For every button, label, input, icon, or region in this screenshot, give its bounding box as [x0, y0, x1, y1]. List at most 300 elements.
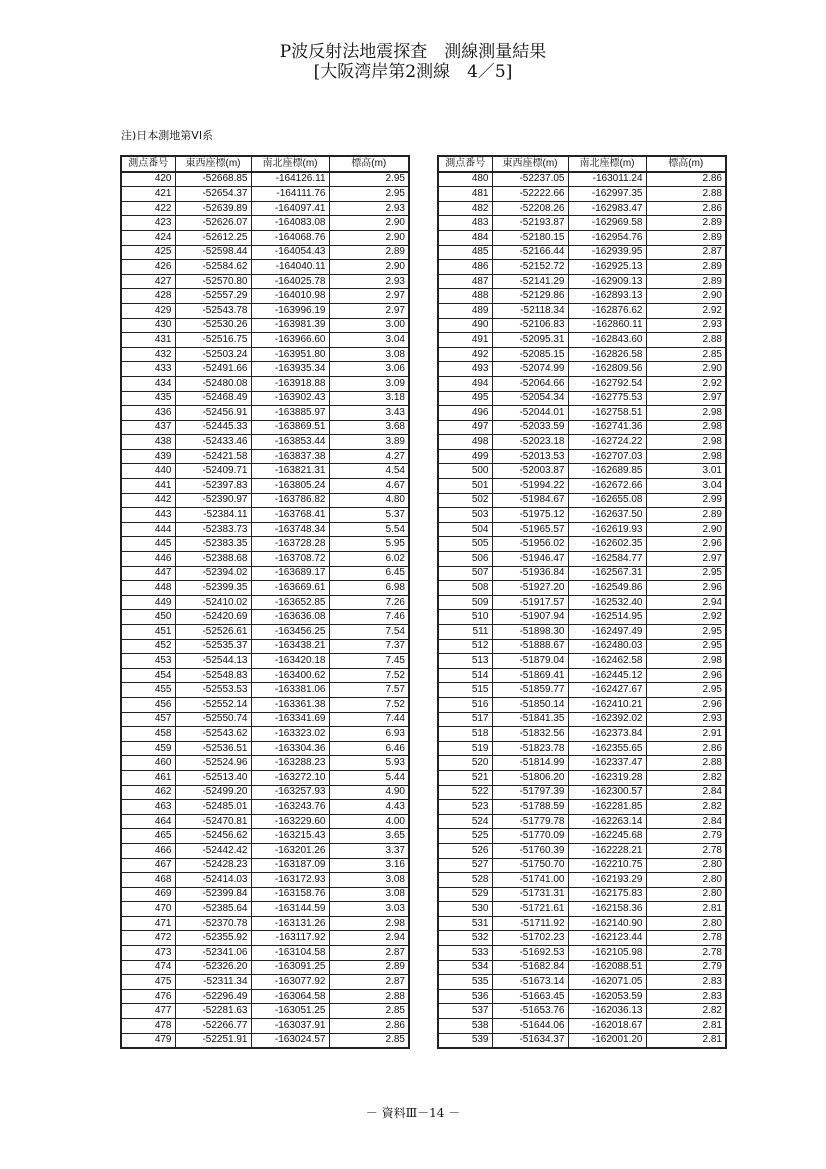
northing-cell: -162689.85: [568, 464, 646, 479]
elevation-cell: 5.95: [329, 537, 409, 552]
table-row: [438, 595, 726, 610]
northing-cell: -163669.61: [251, 581, 329, 596]
northing-cell: -162427.67: [568, 683, 646, 698]
table-row: [121, 522, 409, 537]
station-number-cell: 533: [438, 946, 492, 961]
northing-cell: -163051.25: [251, 1004, 329, 1019]
elevation-cell: 3.08: [329, 873, 409, 888]
northing-cell: -163400.62: [251, 668, 329, 683]
easting-cell: -52445.33: [175, 420, 251, 435]
station-number-cell: 421: [121, 187, 175, 202]
table-row: [438, 479, 726, 494]
station-number-cell: 537: [438, 1004, 492, 1019]
easting-cell: -52085.15: [492, 347, 568, 362]
elevation-cell: 3.16: [329, 858, 409, 873]
table-row: [121, 873, 409, 888]
elevation-cell: 2.80: [646, 916, 726, 931]
station-number-cell: 505: [438, 537, 492, 552]
northing-cell: -162758.51: [568, 406, 646, 421]
easting-cell: -52208.26: [492, 201, 568, 216]
station-number-cell: 519: [438, 741, 492, 756]
easting-cell: -51869.41: [492, 668, 568, 683]
northing-cell: -162893.13: [568, 289, 646, 304]
elevation-cell: 7.54: [329, 625, 409, 640]
elevation-cell: 2.93: [646, 318, 726, 333]
station-number-cell: 497: [438, 420, 492, 435]
station-number-cell: 471: [121, 916, 175, 931]
table-row: [438, 697, 726, 712]
northing-cell: -163037.91: [251, 1019, 329, 1034]
easting-cell: -51788.59: [492, 800, 568, 815]
station-number-cell: 435: [121, 391, 175, 406]
northing-cell: -163077.92: [251, 975, 329, 990]
northing-cell: -163172.93: [251, 873, 329, 888]
northing-cell: -162655.08: [568, 493, 646, 508]
northing-cell: -163341.69: [251, 712, 329, 727]
elevation-cell: 3.08: [329, 347, 409, 362]
northing-cell: -162480.03: [568, 639, 646, 654]
table-row: [121, 289, 409, 304]
northing-cell: -162228.21: [568, 843, 646, 858]
table-row: [438, 449, 726, 464]
easting-cell: -52626.07: [175, 216, 251, 231]
easting-cell: -52129.86: [492, 289, 568, 304]
elevation-cell: 2.79: [646, 960, 726, 975]
table-row: [438, 230, 726, 245]
table-row: [438, 464, 726, 479]
northing-cell: -162001.20: [568, 1033, 646, 1048]
station-number-cell: 430: [121, 318, 175, 333]
table-row: [121, 435, 409, 450]
col-header-station: 測点番号: [438, 156, 492, 172]
station-number-cell: 427: [121, 274, 175, 289]
northing-cell: -162123.44: [568, 931, 646, 946]
elevation-cell: 7.46: [329, 610, 409, 625]
station-number-cell: 449: [121, 595, 175, 610]
elevation-cell: 2.81: [646, 1033, 726, 1048]
elevation-cell: 2.78: [646, 946, 726, 961]
station-number-cell: 524: [438, 814, 492, 829]
table-row: [438, 216, 726, 231]
elevation-cell: 7.52: [329, 668, 409, 683]
easting-cell: -52193.87: [492, 216, 568, 231]
station-number-cell: 460: [121, 756, 175, 771]
station-number-cell: 474: [121, 960, 175, 975]
easting-cell: -51692.53: [492, 946, 568, 961]
easting-cell: -51731.31: [492, 887, 568, 902]
table-row: [121, 916, 409, 931]
elevation-cell: 7.45: [329, 654, 409, 669]
station-number-cell: 456: [121, 697, 175, 712]
elevation-cell: 2.80: [646, 873, 726, 888]
col-header-elevation: 標高(m): [329, 156, 409, 172]
station-number-cell: 450: [121, 610, 175, 625]
station-number-cell: 444: [121, 522, 175, 537]
table-row: [438, 931, 726, 946]
northing-cell: -163768.41: [251, 508, 329, 523]
station-number-cell: 457: [121, 712, 175, 727]
table-row: [438, 814, 726, 829]
table-row: [121, 216, 409, 231]
elevation-cell: 2.82: [646, 1004, 726, 1019]
station-number-cell: 523: [438, 800, 492, 815]
station-number-cell: 527: [438, 858, 492, 873]
station-number-cell: 432: [121, 347, 175, 362]
elevation-cell: 2.86: [329, 1019, 409, 1034]
table-row: [438, 741, 726, 756]
station-number-cell: 510: [438, 610, 492, 625]
station-number-cell: 485: [438, 245, 492, 260]
table-row: [121, 683, 409, 698]
elevation-cell: 2.81: [646, 1019, 726, 1034]
elevation-cell: 2.99: [646, 493, 726, 508]
elevation-cell: 2.80: [646, 858, 726, 873]
northing-cell: -162018.67: [568, 1019, 646, 1034]
northing-cell: -162105.98: [568, 946, 646, 961]
elevation-cell: 2.93: [646, 712, 726, 727]
station-number-cell: 455: [121, 683, 175, 698]
elevation-cell: 2.89: [329, 245, 409, 260]
table-row: [121, 946, 409, 961]
table-row: [121, 493, 409, 508]
station-number-cell: 438: [121, 435, 175, 450]
table-row: [438, 347, 726, 362]
table-row: [121, 1019, 409, 1034]
table-header-row: [121, 156, 409, 172]
table-row: [121, 420, 409, 435]
table-row: [121, 858, 409, 873]
easting-cell: -52612.25: [175, 230, 251, 245]
easting-cell: -51653.76: [492, 1004, 568, 1019]
northing-cell: -163708.72: [251, 552, 329, 567]
station-number-cell: 501: [438, 479, 492, 494]
elevation-cell: 2.96: [646, 668, 726, 683]
elevation-cell: 2.86: [646, 741, 726, 756]
table-row: [121, 362, 409, 377]
table-row: [121, 989, 409, 1004]
station-number-cell: 475: [121, 975, 175, 990]
table-row: [438, 1019, 726, 1034]
station-number-cell: 521: [438, 770, 492, 785]
northing-cell: -162281.85: [568, 800, 646, 815]
table-row: [438, 727, 726, 742]
elevation-cell: 3.00: [329, 318, 409, 333]
station-number-cell: 459: [121, 741, 175, 756]
northing-cell: -162997.35: [568, 187, 646, 202]
easting-cell: -52388.68: [175, 552, 251, 567]
easting-cell: -51859.77: [492, 683, 568, 698]
easting-cell: -52480.08: [175, 376, 251, 391]
table-row: [121, 727, 409, 742]
elevation-cell: 2.86: [646, 172, 726, 187]
northing-cell: -162392.02: [568, 712, 646, 727]
easting-cell: -52524.96: [175, 756, 251, 771]
table-row: [438, 289, 726, 304]
elevation-cell: 2.87: [646, 245, 726, 260]
table-row: [438, 420, 726, 435]
table-row: [438, 887, 726, 902]
station-number-cell: 536: [438, 989, 492, 1004]
easting-cell: -52003.87: [492, 464, 568, 479]
northing-cell: -163869.51: [251, 420, 329, 435]
easting-cell: -52526.61: [175, 625, 251, 640]
easting-cell: -52397.83: [175, 479, 251, 494]
station-number-cell: 509: [438, 595, 492, 610]
elevation-cell: 2.89: [329, 960, 409, 975]
northing-cell: -164025.78: [251, 274, 329, 289]
northing-cell: -162741.36: [568, 420, 646, 435]
northing-cell: -162140.90: [568, 916, 646, 931]
northing-cell: -162337.47: [568, 756, 646, 771]
table-row: [438, 1004, 726, 1019]
northing-cell: -162210.75: [568, 858, 646, 873]
table-row: [438, 654, 726, 669]
easting-cell: -52536.51: [175, 741, 251, 756]
easting-cell: -51797.39: [492, 785, 568, 800]
elevation-cell: 2.95: [329, 172, 409, 187]
easting-cell: -52548.83: [175, 668, 251, 683]
northing-cell: -163636.08: [251, 610, 329, 625]
table-row: [121, 274, 409, 289]
northing-cell: -162445.12: [568, 668, 646, 683]
easting-cell: -52064.66: [492, 376, 568, 391]
northing-cell: -162175.83: [568, 887, 646, 902]
table-row: [438, 537, 726, 552]
table-row: [121, 464, 409, 479]
northing-cell: -162775.53: [568, 391, 646, 406]
station-number-cell: 526: [438, 843, 492, 858]
elevation-cell: 2.88: [646, 187, 726, 202]
station-number-cell: 469: [121, 887, 175, 902]
station-number-cell: 495: [438, 391, 492, 406]
elevation-cell: 2.97: [646, 552, 726, 567]
easting-cell: -51779.78: [492, 814, 568, 829]
elevation-cell: 2.90: [646, 289, 726, 304]
easting-cell: -52251.91: [175, 1033, 251, 1048]
elevation-cell: 2.87: [329, 975, 409, 990]
easting-cell: -52535.37: [175, 639, 251, 654]
page-subtitle: [大阪湾岸第2測線 4／5]: [313, 62, 513, 82]
elevation-cell: 2.96: [646, 581, 726, 596]
easting-cell: -52399.84: [175, 887, 251, 902]
northing-cell: -162983.47: [568, 201, 646, 216]
station-number-cell: 425: [121, 245, 175, 260]
station-number-cell: 491: [438, 333, 492, 348]
northing-cell: -163748.34: [251, 522, 329, 537]
northing-cell: -163091.25: [251, 960, 329, 975]
northing-cell: -163243.76: [251, 800, 329, 815]
elevation-cell: 2.78: [646, 931, 726, 946]
elevation-cell: 2.98: [646, 449, 726, 464]
northing-cell: -162462.58: [568, 654, 646, 669]
northing-cell: -163805.24: [251, 479, 329, 494]
table-row: [438, 566, 726, 581]
elevation-cell: 2.84: [646, 814, 726, 829]
easting-cell: -51806.20: [492, 770, 568, 785]
easting-cell: -52668.85: [175, 172, 251, 187]
easting-cell: -51770.09: [492, 829, 568, 844]
table-row: [438, 362, 726, 377]
table-row: [438, 625, 726, 640]
easting-cell: -51888.67: [492, 639, 568, 654]
station-number-cell: 513: [438, 654, 492, 669]
table-row: [438, 318, 726, 333]
table-row: [438, 260, 726, 275]
easting-cell: -52557.29: [175, 289, 251, 304]
northing-cell: -163201.26: [251, 843, 329, 858]
northing-cell: -162969.58: [568, 216, 646, 231]
northing-cell: -162300.57: [568, 785, 646, 800]
station-number-cell: 433: [121, 362, 175, 377]
table-row: [438, 303, 726, 318]
easting-cell: -51965.57: [492, 522, 568, 537]
station-number-cell: 470: [121, 902, 175, 917]
northing-cell: -162637.50: [568, 508, 646, 523]
elevation-cell: 3.06: [329, 362, 409, 377]
elevation-cell: 4.27: [329, 449, 409, 464]
easting-cell: -52543.62: [175, 727, 251, 742]
easting-cell: -52433.46: [175, 435, 251, 450]
table-row: [121, 406, 409, 421]
easting-cell: -52456.62: [175, 829, 251, 844]
table-row: [121, 347, 409, 362]
easting-cell: -52499.20: [175, 785, 251, 800]
northing-cell: -162319.28: [568, 770, 646, 785]
col-header-northing: 南北座標(m): [251, 156, 329, 172]
easting-cell: -51984.67: [492, 493, 568, 508]
easting-cell: -52503.24: [175, 347, 251, 362]
table-row: [121, 770, 409, 785]
elevation-cell: 2.83: [646, 975, 726, 990]
station-number-cell: 522: [438, 785, 492, 800]
northing-cell: -163786.82: [251, 493, 329, 508]
northing-cell: -163011.24: [568, 172, 646, 187]
elevation-cell: 2.90: [329, 216, 409, 231]
northing-cell: -162876.62: [568, 303, 646, 318]
station-number-cell: 511: [438, 625, 492, 640]
easting-cell: -52390.97: [175, 493, 251, 508]
northing-cell: -163304.36: [251, 741, 329, 756]
easting-cell: -51927.20: [492, 581, 568, 596]
table-row: [121, 902, 409, 917]
table-row: [438, 187, 726, 202]
table-row: [438, 201, 726, 216]
station-number-cell: 473: [121, 946, 175, 961]
station-number-cell: 442: [121, 493, 175, 508]
easting-cell: -52141.29: [492, 274, 568, 289]
table-row: [438, 493, 726, 508]
station-number-cell: 486: [438, 260, 492, 275]
table-row: [121, 201, 409, 216]
easting-cell: -52513.40: [175, 770, 251, 785]
table-row: [121, 303, 409, 318]
elevation-cell: 7.26: [329, 595, 409, 610]
station-number-cell: 532: [438, 931, 492, 946]
easting-cell: -52420.69: [175, 610, 251, 625]
table-row: [438, 522, 726, 537]
northing-cell: -163902.43: [251, 391, 329, 406]
easting-cell: -52326.20: [175, 960, 251, 975]
station-number-cell: 451: [121, 625, 175, 640]
station-number-cell: 437: [121, 420, 175, 435]
table-row: [438, 770, 726, 785]
northing-cell: -162263.14: [568, 814, 646, 829]
elevation-cell: 4.00: [329, 814, 409, 829]
elevation-cell: 3.04: [646, 479, 726, 494]
elevation-cell: 3.03: [329, 902, 409, 917]
elevation-cell: 2.98: [646, 435, 726, 450]
elevation-cell: 2.95: [646, 683, 726, 698]
northing-cell: -162707.03: [568, 449, 646, 464]
elevation-cell: 2.80: [646, 887, 726, 902]
northing-cell: -163288.23: [251, 756, 329, 771]
station-number-cell: 529: [438, 887, 492, 902]
easting-cell: -52570.80: [175, 274, 251, 289]
northing-cell: -162071.05: [568, 975, 646, 990]
elevation-cell: 2.89: [646, 274, 726, 289]
northing-cell: -162410.21: [568, 697, 646, 712]
northing-cell: -162826.58: [568, 347, 646, 362]
elevation-cell: 2.97: [646, 391, 726, 406]
northing-cell: -163885.97: [251, 406, 329, 421]
easting-cell: -52033.59: [492, 420, 568, 435]
elevation-cell: 2.88: [646, 756, 726, 771]
elevation-cell: 2.88: [329, 989, 409, 1004]
table-row: [121, 960, 409, 975]
elevation-cell: 2.88: [646, 333, 726, 348]
northing-cell: -162514.95: [568, 610, 646, 625]
station-number-cell: 492: [438, 347, 492, 362]
easting-cell: -52470.81: [175, 814, 251, 829]
northing-cell: -162373.84: [568, 727, 646, 742]
easting-cell: -52044.01: [492, 406, 568, 421]
northing-cell: -163158.76: [251, 887, 329, 902]
station-number-cell: 453: [121, 654, 175, 669]
table-row: [438, 552, 726, 567]
table-row: [121, 1004, 409, 1019]
page-title: P波反射法地震探査 測線測量結果: [279, 42, 547, 62]
elevation-cell: 2.98: [646, 420, 726, 435]
table-row: [438, 975, 726, 990]
table-row: [121, 741, 409, 756]
table-row: [438, 916, 726, 931]
easting-cell: -51956.02: [492, 537, 568, 552]
table-row: [121, 800, 409, 815]
elevation-cell: 2.92: [646, 610, 726, 625]
station-number-cell: 454: [121, 668, 175, 683]
station-number-cell: 467: [121, 858, 175, 873]
elevation-cell: 2.92: [646, 376, 726, 391]
station-number-cell: 490: [438, 318, 492, 333]
elevation-cell: 3.65: [329, 829, 409, 844]
northing-cell: -162843.60: [568, 333, 646, 348]
elevation-cell: 3.43: [329, 406, 409, 421]
easting-cell: -52421.58: [175, 449, 251, 464]
table-row: [121, 245, 409, 260]
elevation-cell: 2.89: [646, 216, 726, 231]
northing-cell: -162584.77: [568, 552, 646, 567]
station-number-cell: 461: [121, 770, 175, 785]
northing-cell: -163323.02: [251, 727, 329, 742]
station-number-cell: 452: [121, 639, 175, 654]
elevation-cell: 4.90: [329, 785, 409, 800]
table-row: [438, 829, 726, 844]
table-row: [121, 1033, 409, 1048]
elevation-cell: 2.85: [646, 347, 726, 362]
easting-cell: -52355.92: [175, 931, 251, 946]
easting-cell: -52074.99: [492, 362, 568, 377]
easting-cell: -51741.00: [492, 873, 568, 888]
